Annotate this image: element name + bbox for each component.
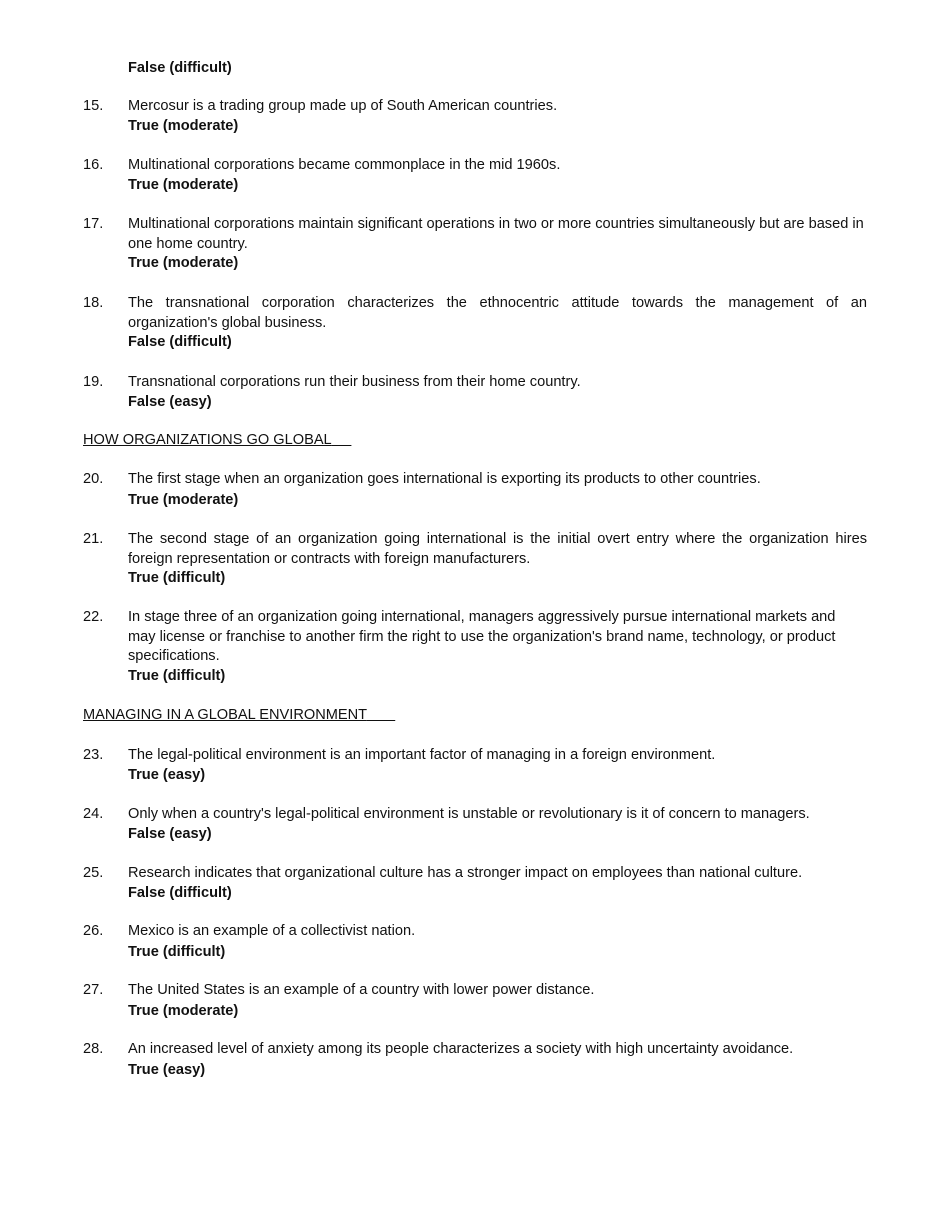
question-text: Only when a country's legal-political environment is unstable or revolutionary is it of concern to managers. — [128, 806, 810, 822]
question-21 — [83, 530, 867, 589]
question-28 — [83, 1040, 867, 1080]
question-answer: True (moderate) — [128, 117, 239, 134]
question-answer: False (easy) — [128, 825, 212, 842]
question-text: Multinational corporations became commonplace in the mid 1960s. — [128, 157, 561, 173]
question-answer: False (difficult) — [128, 334, 232, 351]
question-answer: True (moderate) — [128, 1002, 239, 1019]
question-number: 27. — [83, 982, 104, 998]
question-number: 18. — [83, 295, 104, 311]
question-23 — [83, 746, 867, 785]
question-answer: True (moderate) — [128, 491, 239, 508]
question-text: The legal-political environment is an important factor of managing in a foreign environment. — [128, 747, 716, 763]
question-15 — [83, 97, 867, 136]
question-answer: True (easy) — [128, 766, 206, 783]
question-text: The transnational corporation characterizes the ethnocentric attitude towards the management of an organization's global business. — [128, 295, 867, 331]
question-number: 16. — [83, 157, 104, 173]
question-text: Transnational corporations run their business from their home country. — [128, 374, 581, 390]
question-number: 28. — [83, 1041, 104, 1057]
question-19 — [83, 373, 867, 412]
question-22 — [83, 608, 867, 687]
question-26 — [83, 922, 867, 962]
question-text: The second stage of an organization going international is the initial overt entry where the organization hires foreign representation or contracts with foreign manufacturers. — [128, 531, 867, 567]
question-answer: True (difficult) — [128, 943, 226, 960]
question-17 — [83, 215, 867, 274]
question-answer: True (difficult) — [128, 570, 226, 587]
question-answer: False (difficult) — [128, 884, 232, 901]
question-number: 15. — [83, 98, 104, 114]
question-text: Mercosur is a trading group made up of South American countries. — [128, 98, 558, 114]
question-number: 23. — [83, 747, 104, 763]
question-answer: True (difficult) — [128, 668, 226, 685]
question-number: 21. — [83, 531, 104, 547]
question-18 — [83, 294, 867, 353]
question-number: 25. — [83, 865, 104, 881]
question-text: An increased level of anxiety among its people characterizes a society with high uncertainty avoidance. — [128, 1041, 794, 1057]
question-number: 22. — [83, 609, 104, 625]
section-heading-global-environment: MANAGING IN A GLOBAL ENVIRONMENT — [83, 707, 367, 723]
question-answer: False (difficult) — [128, 60, 232, 76]
question-text: Mexico is an example of a collectivist nation. — [128, 923, 416, 939]
question-text: The United States is an example of a country with lower power distance. — [128, 982, 595, 998]
question-number: 24. — [83, 806, 104, 822]
question-number: 19. — [83, 374, 104, 390]
question-25 — [83, 864, 867, 903]
question-text: In stage three of an organization going international, managers aggressively pursue international markets and may license or franchise to another firm the right to use the organization's brand name, technology, or product specifications. — [128, 609, 836, 665]
question-16 — [83, 156, 867, 195]
question-24 — [83, 805, 867, 844]
question-answer: True (moderate) — [128, 255, 239, 272]
question-number: 20. — [83, 471, 104, 487]
question-number: 26. — [83, 923, 104, 939]
section-heading-go-global: HOW ORGANIZATIONS GO GLOBAL — [83, 432, 332, 448]
continued-question — [83, 59, 867, 79]
question-answer: True (moderate) — [128, 176, 239, 193]
question-27 — [83, 981, 867, 1021]
question-20 — [83, 470, 867, 510]
question-number: 17. — [83, 216, 104, 232]
question-answer: True (easy) — [128, 1061, 206, 1078]
question-text: Multinational corporations maintain significant operations in two or more countries simultaneously but are based in one home country. — [128, 216, 864, 252]
question-text: Research indicates that organizational culture has a stronger impact on employees than national culture. — [128, 865, 803, 881]
question-text: The first stage when an organization goes international is exporting its products to other countries. — [128, 471, 761, 487]
question-answer: False (easy) — [128, 393, 212, 410]
